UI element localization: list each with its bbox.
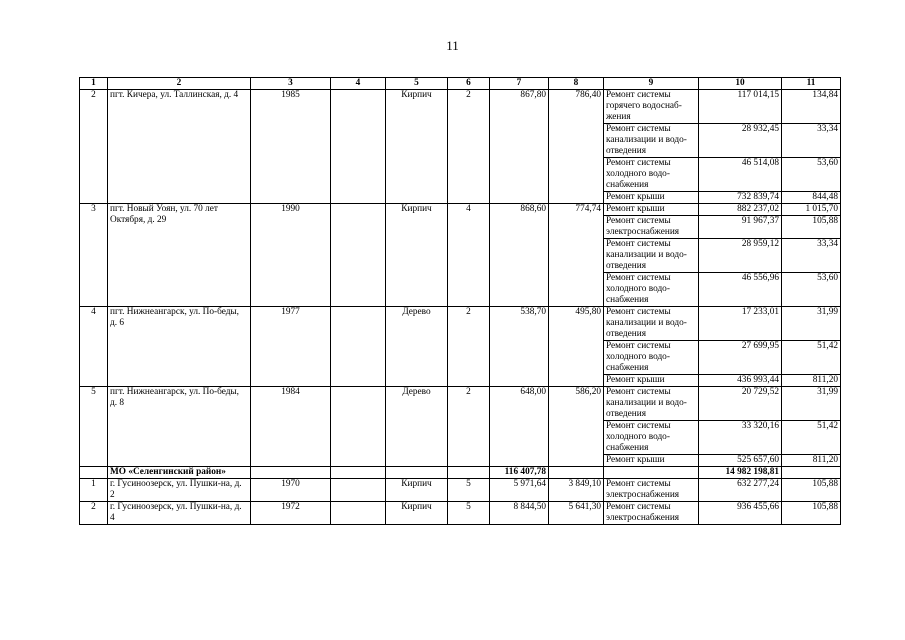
cost-cell: 91 967,37 bbox=[699, 216, 782, 239]
cost-per-m2-cell: 33,34 bbox=[782, 239, 841, 273]
cost-cell: 28 959,12 bbox=[699, 239, 782, 273]
district-name-cell: МО «Селенгинский район» bbox=[108, 467, 251, 479]
header-cell: 11 bbox=[782, 78, 841, 90]
address-cell: пгт. Новый Уоян, ул. 70 лет Октября, д. 29 bbox=[108, 204, 251, 307]
header-cell: 3 bbox=[251, 78, 331, 90]
work-type-cell: Ремонт системы канализации и водо-отведения bbox=[604, 307, 699, 341]
district-total-area-cell: 116 407,78 bbox=[490, 467, 549, 479]
material-cell: Дерево bbox=[386, 387, 448, 467]
material-cell: Кирпич bbox=[386, 479, 448, 502]
table-row bbox=[80, 90, 841, 124]
cost-per-m2-cell: 31,99 bbox=[782, 387, 841, 421]
district-total-cost-cell: 14 982 198,81 bbox=[699, 467, 782, 479]
header-cell: 2 bbox=[108, 78, 251, 90]
work-type-cell: Ремонт системы горячего водоснаб-жения bbox=[604, 90, 699, 124]
year-cell: 1972 bbox=[251, 502, 331, 525]
header-cell: 1 bbox=[80, 78, 108, 90]
work-type-cell: Ремонт системы канализации и водо-отведения bbox=[604, 387, 699, 421]
work-type-cell: Ремонт крыши bbox=[604, 375, 699, 387]
work-type-cell: Ремонт системы канализации и водо-отведения bbox=[604, 239, 699, 273]
total-area-cell: 648,00 bbox=[490, 387, 549, 467]
page-number: 11 bbox=[446, 38, 459, 53]
cost-cell: 632 277,24 bbox=[699, 479, 782, 502]
work-type-cell: Ремонт системы холодного водо-снабжения bbox=[604, 158, 699, 192]
table-row bbox=[80, 387, 841, 421]
cost-cell: 117 014,15 bbox=[699, 90, 782, 124]
floors-cell: 5 bbox=[448, 502, 490, 525]
address-cell: пгт. Нижнеангарск, ул. По-беды, д. 6 bbox=[108, 307, 251, 387]
column-4-cell bbox=[331, 387, 386, 467]
work-type-cell: Ремонт крыши bbox=[604, 455, 699, 467]
cost-per-m2-cell: 105,88 bbox=[782, 479, 841, 502]
cost-per-m2-cell: 811,20 bbox=[782, 455, 841, 467]
row-number-cell: 1 bbox=[80, 479, 108, 502]
material-cell: Кирпич bbox=[386, 204, 448, 307]
header-cell: 4 bbox=[331, 78, 386, 90]
total-area-cell: 5 971,64 bbox=[490, 479, 549, 502]
empty-cell bbox=[251, 467, 331, 479]
cost-per-m2-cell: 844,48 bbox=[782, 192, 841, 204]
work-type-cell: Ремонт системы канализации и водо-отведения bbox=[604, 124, 699, 158]
year-cell: 1990 bbox=[251, 204, 331, 307]
empty-cell bbox=[331, 467, 386, 479]
cost-per-m2-cell: 105,88 bbox=[782, 502, 841, 525]
cost-per-m2-cell: 105,88 bbox=[782, 216, 841, 239]
living-area-cell: 786,40 bbox=[549, 90, 604, 204]
cost-cell: 882 237,02 bbox=[699, 204, 782, 216]
header-cell: 6 bbox=[448, 78, 490, 90]
work-type-cell: Ремонт крыши bbox=[604, 204, 699, 216]
material-cell: Кирпич bbox=[386, 502, 448, 525]
cost-per-m2-cell: 53,60 bbox=[782, 158, 841, 192]
row-number-cell: 3 bbox=[80, 204, 108, 307]
header-cell: 8 bbox=[549, 78, 604, 90]
row-number-cell: 5 bbox=[80, 387, 108, 467]
year-cell: 1985 bbox=[251, 90, 331, 204]
row-number-cell: 2 bbox=[80, 90, 108, 204]
floors-cell: 2 bbox=[448, 307, 490, 387]
cost-cell: 46 514,08 bbox=[699, 158, 782, 192]
living-area-cell: 774,74 bbox=[549, 204, 604, 307]
cost-per-m2-cell: 51,42 bbox=[782, 421, 841, 455]
work-type-cell: Ремонт системы электроснабжения bbox=[604, 216, 699, 239]
repair-program-table bbox=[79, 77, 841, 525]
material-cell: Кирпич bbox=[386, 90, 448, 204]
cost-cell: 525 657,60 bbox=[699, 455, 782, 467]
year-cell: 1977 bbox=[251, 307, 331, 387]
cost-per-m2-cell: 134,84 bbox=[782, 90, 841, 124]
row-number-cell: 4 bbox=[80, 307, 108, 387]
header-cell: 10 bbox=[699, 78, 782, 90]
total-area-cell: 867,80 bbox=[490, 90, 549, 204]
address-cell: пгт. Кичера, ул. Таллинская, д. 4 bbox=[108, 90, 251, 204]
column-4-cell bbox=[331, 90, 386, 204]
column-4-cell bbox=[331, 502, 386, 525]
header-cell: 9 bbox=[604, 78, 699, 90]
work-type-cell: Ремонт системы электроснабжения bbox=[604, 479, 699, 502]
cost-cell: 436 993,44 bbox=[699, 375, 782, 387]
column-4-cell bbox=[331, 307, 386, 387]
floors-cell: 2 bbox=[448, 387, 490, 467]
table-row bbox=[80, 307, 841, 341]
living-area-cell: 495,80 bbox=[549, 307, 604, 387]
empty-cell bbox=[80, 467, 108, 479]
cost-cell: 33 320,16 bbox=[699, 421, 782, 455]
living-area-cell: 3 849,10 bbox=[549, 479, 604, 502]
cost-cell: 732 839,74 bbox=[699, 192, 782, 204]
header-cell: 5 bbox=[386, 78, 448, 90]
work-type-cell: Ремонт системы холодного водо-снабжения bbox=[604, 421, 699, 455]
district-total-row bbox=[80, 467, 841, 479]
cost-per-m2-cell: 51,42 bbox=[782, 341, 841, 375]
column-4-cell bbox=[331, 204, 386, 307]
header-cell: 7 bbox=[490, 78, 549, 90]
header-row bbox=[80, 78, 841, 90]
cost-per-m2-cell: 31,99 bbox=[782, 307, 841, 341]
address-cell: г. Гусиноозерск, ул. Пушки-на, д. 4 bbox=[108, 502, 251, 525]
cost-per-m2-cell: 1 015,70 bbox=[782, 204, 841, 216]
table-row bbox=[80, 502, 841, 525]
empty-cell bbox=[386, 467, 448, 479]
cost-cell: 936 455,66 bbox=[699, 502, 782, 525]
floors-cell: 4 bbox=[448, 204, 490, 307]
table-row bbox=[80, 204, 841, 216]
work-type-cell: Ремонт системы электроснабжения bbox=[604, 502, 699, 525]
cost-cell: 27 699,95 bbox=[699, 341, 782, 375]
empty-cell bbox=[604, 467, 699, 479]
row-number-cell: 2 bbox=[80, 502, 108, 525]
year-cell: 1984 bbox=[251, 387, 331, 467]
cost-cell: 46 556,96 bbox=[699, 273, 782, 307]
year-cell: 1970 bbox=[251, 479, 331, 502]
cost-cell: 17 233,01 bbox=[699, 307, 782, 341]
living-area-cell: 586,20 bbox=[549, 387, 604, 467]
empty-cell bbox=[782, 467, 841, 479]
cost-per-m2-cell: 33,34 bbox=[782, 124, 841, 158]
cost-per-m2-cell: 53,60 bbox=[782, 273, 841, 307]
floors-cell: 2 bbox=[448, 90, 490, 204]
living-area-cell: 5 641,30 bbox=[549, 502, 604, 525]
total-area-cell: 538,70 bbox=[490, 307, 549, 387]
work-type-cell: Ремонт системы холодного водо-снабжения bbox=[604, 273, 699, 307]
table-row bbox=[80, 479, 841, 502]
empty-cell bbox=[549, 467, 604, 479]
total-area-cell: 8 844,50 bbox=[490, 502, 549, 525]
cost-cell: 20 729,52 bbox=[699, 387, 782, 421]
material-cell: Дерево bbox=[386, 307, 448, 387]
floors-cell: 5 bbox=[448, 479, 490, 502]
cost-cell: 28 932,45 bbox=[699, 124, 782, 158]
cost-per-m2-cell: 811,20 bbox=[782, 375, 841, 387]
address-cell: г. Гусиноозерск, ул. Пушки-на, д. 2 bbox=[108, 479, 251, 502]
work-type-cell: Ремонт системы холодного водо-снабжения bbox=[604, 341, 699, 375]
column-4-cell bbox=[331, 479, 386, 502]
address-cell: пгт. Нижнеангарск, ул. По-беды, д. 8 bbox=[108, 387, 251, 467]
empty-cell bbox=[448, 467, 490, 479]
work-type-cell: Ремонт крыши bbox=[604, 192, 699, 204]
total-area-cell: 868,60 bbox=[490, 204, 549, 307]
